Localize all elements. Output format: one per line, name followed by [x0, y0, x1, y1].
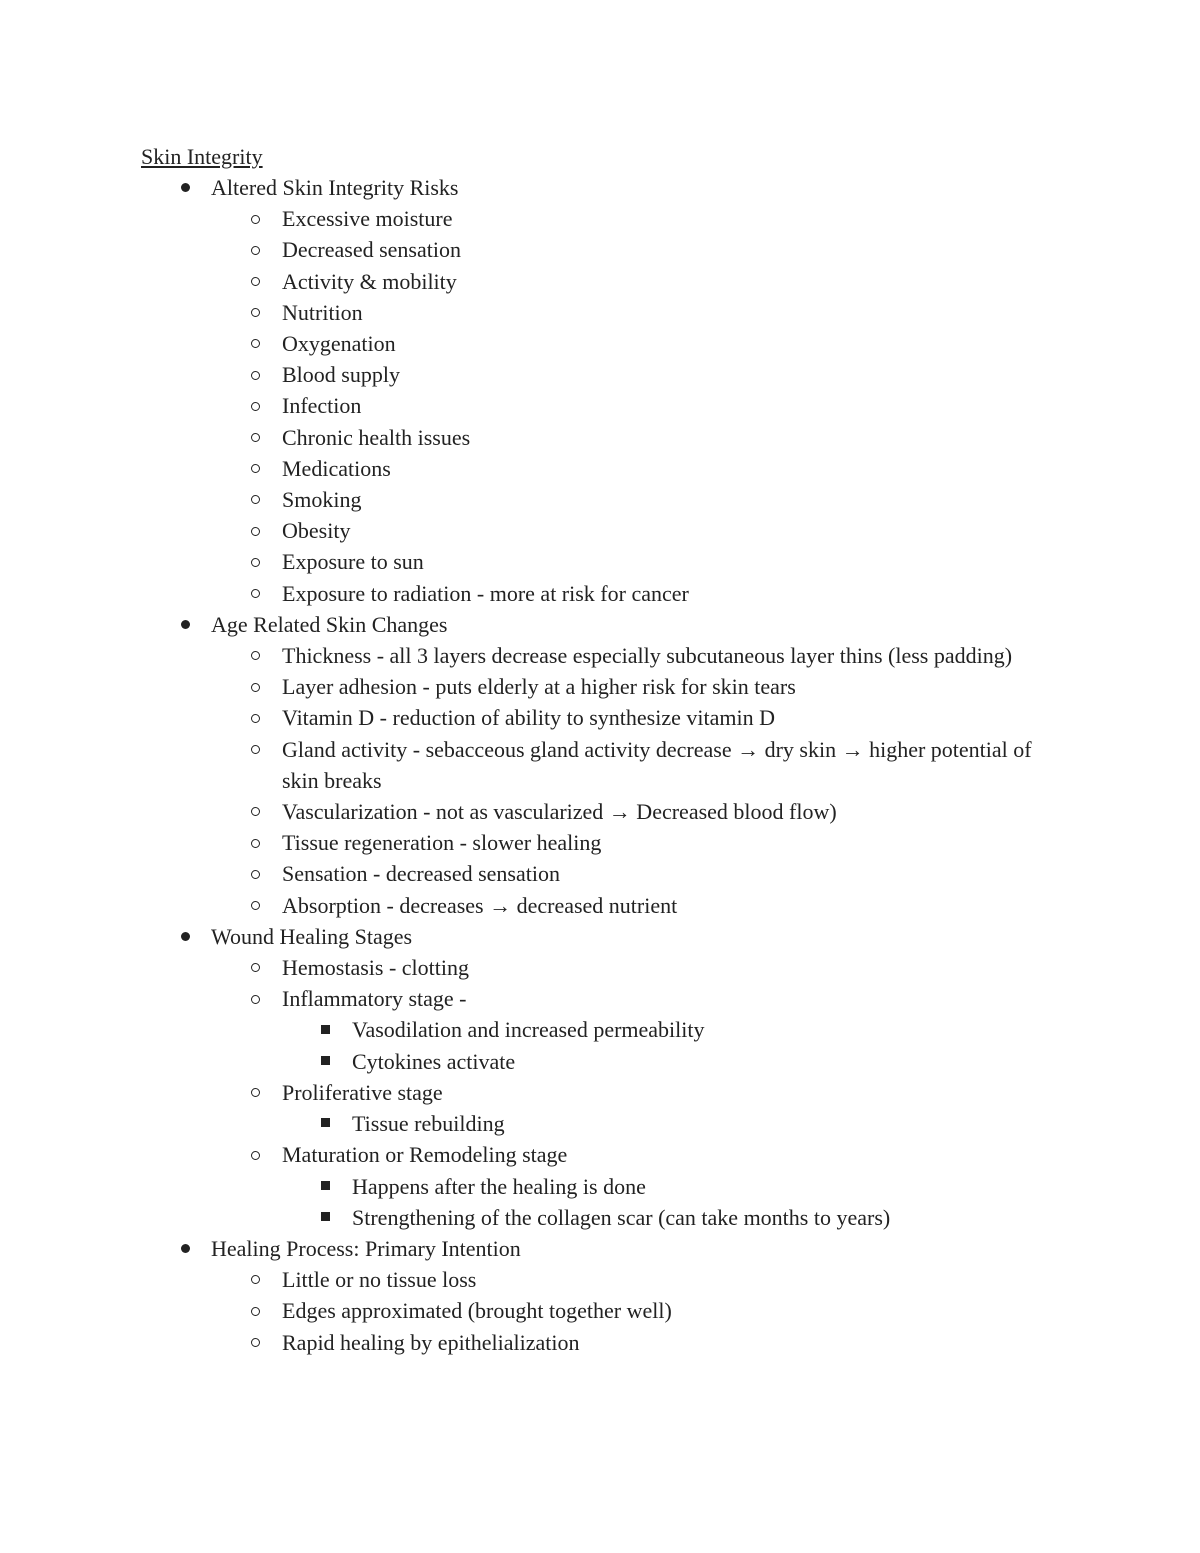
bullet-ring-icon [245, 515, 265, 546]
list-item [0, 640, 1072, 671]
list-item-text: Hemostasis - clotting [282, 955, 469, 981]
bullet-square-icon [315, 1046, 335, 1077]
bullet-ring-icon [245, 578, 265, 609]
list-item-text: Oxygenation [282, 331, 396, 357]
section-heading-text: Age Related Skin Changes [211, 611, 448, 637]
bullet-ring-icon [245, 328, 265, 359]
bullet-dot-icon [175, 172, 195, 203]
list-item-text: Obesity [282, 518, 351, 544]
bullet-ring-icon [245, 234, 265, 265]
bullet-ring-icon [245, 827, 265, 858]
bullet-ring-icon [245, 453, 265, 484]
list-item [0, 1139, 1072, 1170]
list-item [0, 796, 1072, 827]
list-item [0, 983, 1072, 1014]
bullet-ring-icon [245, 1295, 265, 1326]
list-item [0, 234, 1072, 265]
bullet-ring-icon [245, 890, 265, 921]
list-item-text: Inflammatory stage - [282, 986, 467, 1012]
list-item-text: Gland activity - sebacceous gland activity decrease → dry skin → higher potential of skin breaks [282, 736, 1032, 793]
list-item [0, 515, 1072, 546]
page-title: Skin Integrity [141, 144, 263, 169]
section-heading [0, 172, 1071, 203]
bullet-square-icon [315, 1171, 335, 1202]
bullet-square-icon [315, 1202, 335, 1233]
list-item [0, 952, 1072, 983]
list-item-text: Excessive moisture [282, 206, 453, 232]
list-item [0, 578, 1072, 609]
list-item [0, 422, 1072, 453]
section-heading-text: Wound Healing Stages [211, 923, 413, 949]
bullet-ring-icon [245, 983, 265, 1014]
list-item-text: Thickness - all 3 layers decrease especially subcutaneous layer thins (less padding) [282, 643, 1013, 669]
bullet-ring-icon [245, 203, 265, 234]
section-heading [0, 921, 1071, 952]
list-item [0, 702, 1072, 733]
list-item-text: Exposure to radiation - more at risk for cancer [282, 580, 689, 606]
list-item [0, 328, 1072, 359]
list-item [0, 1077, 1072, 1108]
list-item-text: Edges approximated (brought together well) [282, 1298, 672, 1324]
bullet-ring-icon [245, 1077, 265, 1108]
bullet-ring-icon [245, 1264, 265, 1295]
list-item-text: Nutrition [282, 299, 363, 325]
bullet-ring-icon [245, 266, 265, 297]
outline-list [0, 172, 1200, 1358]
list-item [0, 297, 1072, 328]
section-heading [0, 609, 1071, 640]
list-item [0, 390, 1072, 421]
sub-list-item-text: Tissue rebuilding [352, 1111, 505, 1137]
bullet-ring-icon [245, 858, 265, 889]
list-item-text: Decreased sensation [282, 237, 461, 263]
list-item-text: Exposure to sun [282, 549, 424, 575]
sub-list-item-text: Vasodilation and increased permeability [352, 1017, 705, 1043]
list-item [0, 858, 1072, 889]
list-item-text: Medications [282, 455, 391, 481]
sub-list-item [0, 1108, 1072, 1139]
list-item [0, 546, 1072, 577]
bullet-ring-icon [245, 484, 265, 515]
bullet-ring-icon [245, 796, 265, 827]
bullet-ring-icon [245, 422, 265, 453]
list-item-text: Activity & mobility [282, 268, 457, 294]
bullet-ring-icon [245, 952, 265, 983]
sub-list-item [0, 1046, 1072, 1077]
bullet-ring-icon [245, 1139, 265, 1170]
list-item [0, 484, 1072, 515]
bullet-square-icon [315, 1014, 335, 1045]
list-item-text: Layer adhesion - puts elderly at a higher risk for skin tears [282, 674, 796, 700]
list-item [0, 453, 1072, 484]
bullet-dot-icon [175, 609, 195, 640]
bullet-ring-icon [245, 297, 265, 328]
sub-list-item [0, 1014, 1072, 1045]
section-heading-text: Altered Skin Integrity Risks [211, 175, 459, 200]
bullet-ring-icon [245, 1327, 265, 1358]
sub-list-item [0, 1171, 1072, 1202]
list-item-text: Maturation or Remodeling stage [282, 1142, 568, 1168]
bullet-ring-icon [245, 640, 265, 671]
bullet-dot-icon [175, 921, 195, 952]
bullet-ring-icon [245, 390, 265, 421]
list-item [0, 266, 1072, 297]
bullet-square-icon [315, 1108, 335, 1139]
list-item [0, 1264, 1072, 1295]
list-item [0, 890, 1072, 921]
bullet-ring-icon [245, 671, 265, 702]
list-item-text: Infection [282, 393, 362, 419]
list-item [0, 827, 1072, 858]
sub-list-item [0, 1202, 1072, 1233]
list-item [0, 203, 1072, 234]
bullet-dot-icon [175, 1233, 195, 1264]
list-item-text: Vascularization - not as vascularized → Decreased blood flow) [282, 799, 837, 825]
list-item-text: Tissue regeneration - slower healing [282, 830, 602, 856]
list-item-text: Absorption - decreases → decreased nutrient [282, 892, 678, 918]
list-item [0, 359, 1072, 390]
list-item [0, 734, 1072, 796]
bullet-ring-icon [245, 702, 265, 733]
list-item [0, 1327, 1072, 1358]
bullet-ring-icon [245, 734, 265, 765]
list-item-text: Little or no tissue loss [282, 1267, 477, 1293]
bullet-ring-icon [245, 359, 265, 390]
list-item-text: Sensation - decreased sensation [282, 861, 560, 887]
sub-list-item-text: Cytokines activate [352, 1048, 516, 1074]
list-item-text: Chronic health issues [282, 424, 471, 450]
list-item-text: Rapid healing by epithelialization [282, 1329, 580, 1355]
list-item-text: Proliferative stage [282, 1079, 443, 1105]
list-item-text: Vitamin D - reduction of ability to synthesize vitamin D [282, 705, 775, 731]
bullet-ring-icon [245, 546, 265, 577]
section-heading-text: Healing Process: Primary Intention [211, 1235, 521, 1261]
list-item-text: Smoking [282, 487, 362, 513]
section-heading [0, 1233, 1071, 1264]
list-item [0, 671, 1072, 702]
sub-list-item-text: Happens after the healing is done [352, 1173, 646, 1199]
list-item [0, 1295, 1072, 1326]
sub-list-item-text: Strengthening of the collagen scar (can take months to years) [352, 1204, 891, 1230]
list-item-text: Blood supply [282, 362, 400, 388]
